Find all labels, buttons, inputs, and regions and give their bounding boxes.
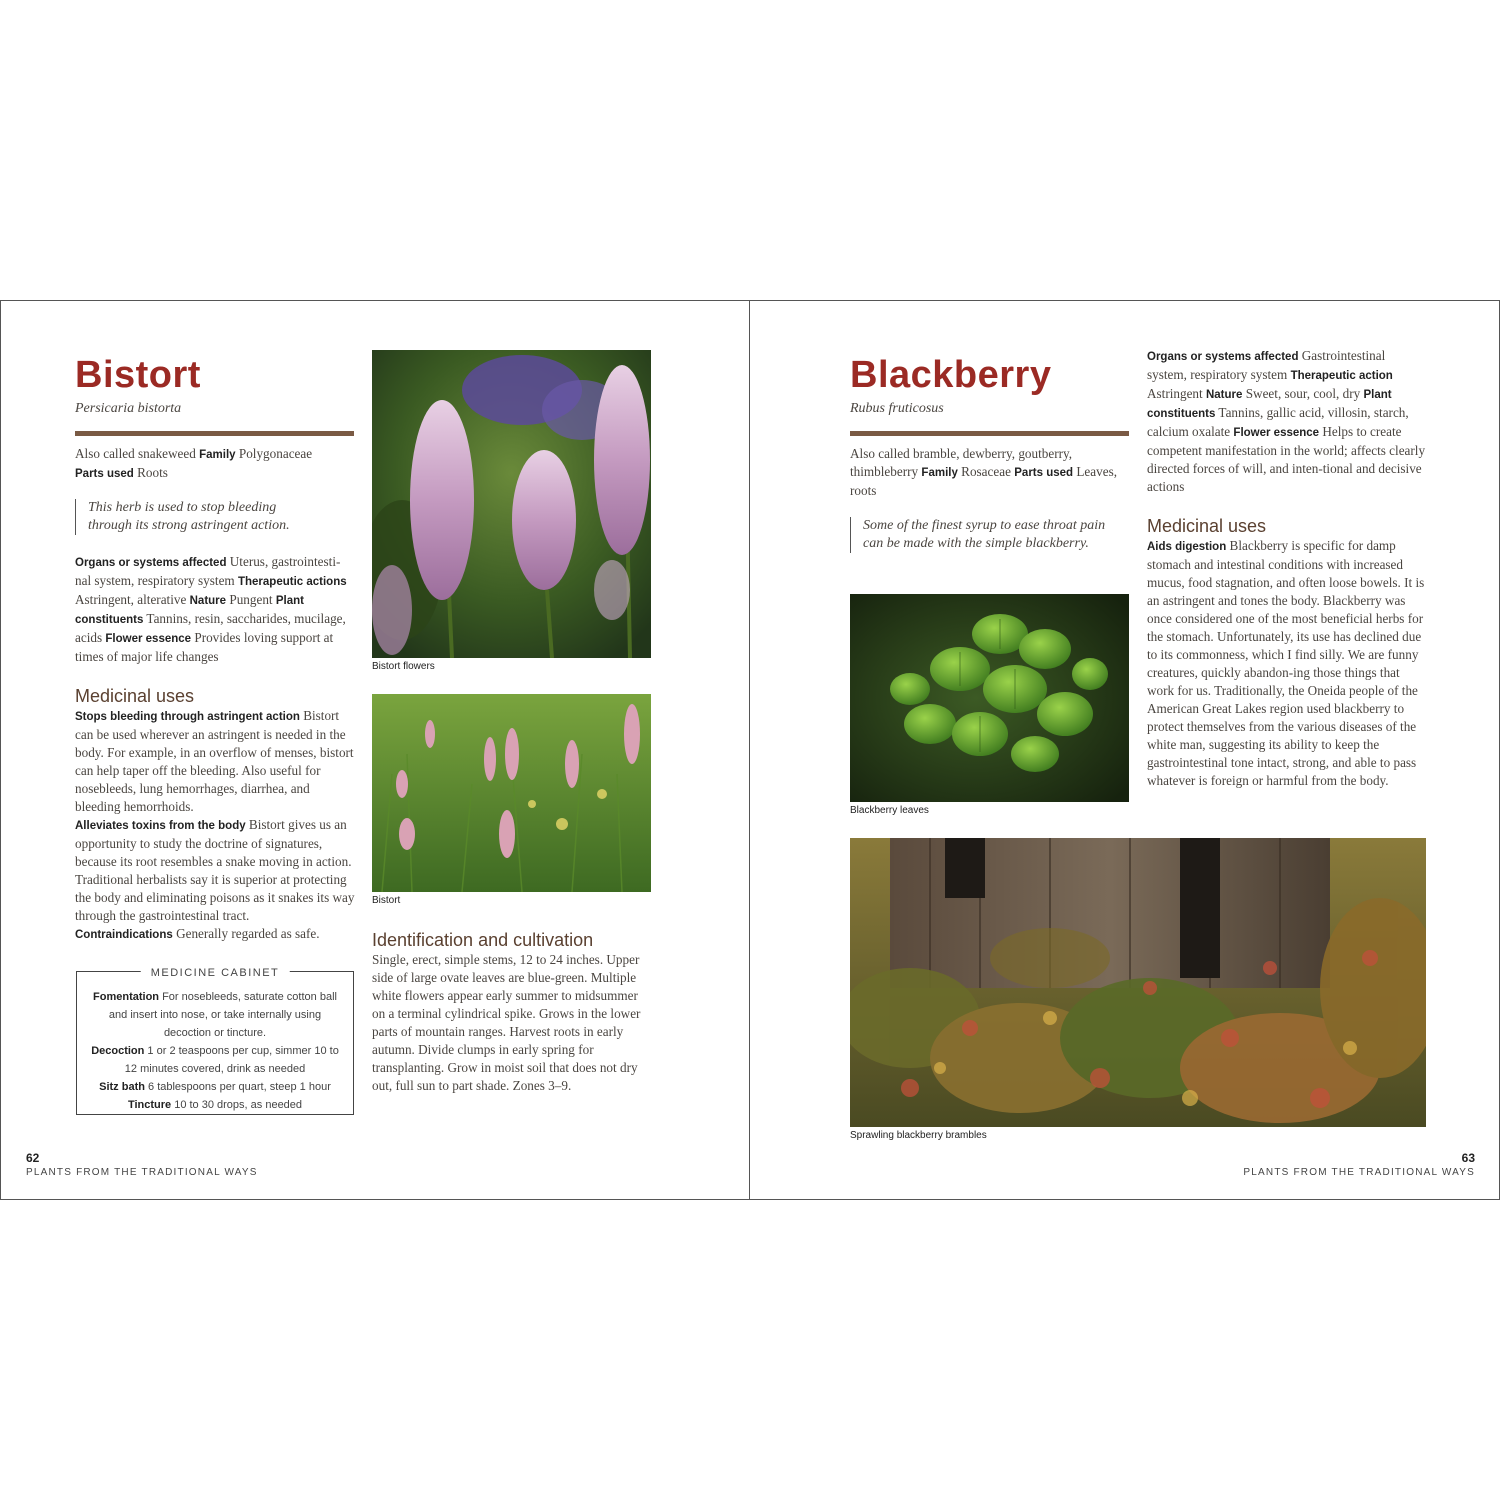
- bistort-flowers-photo: [372, 350, 651, 658]
- cabinet-item-label: Tincture: [127, 1099, 172, 1111]
- running-head: PLANTS FROM THE TRADITIONAL WAYS: [26, 1167, 258, 1178]
- medicinal-text: Stops bleeding through astringent action Bistort can be used wherever an astringent is needed in the body. For example, in an overflow of menses, bistort can help taper off the bleeding. Also useful for nosebleeds, lung hemorrhages, diarrhea, and bleeding hemorrhoids. Alleviates toxins from the body Bistort gives us an opportunity to study the doctrine of signatures, because its root resembles a snake moving in action. Traditional herbalists say it is superior at protecting the body and eliminating poisons as it snakes its way through the gastrointestinal tract. Contraindications Generally regarded as safe.: [75, 708, 355, 941]
- field-label: Flower essence: [105, 633, 192, 645]
- photo-caption: Bistort: [372, 895, 401, 906]
- latin-name: Rubus fruticosus: [850, 401, 944, 416]
- field-label: Plant constituents: [1147, 389, 1392, 420]
- field-label: Family: [199, 449, 236, 461]
- latin-name: Persicaria bistorta: [75, 401, 182, 416]
- cabinet-item: Tincture 10 to 30 drops, as needed: [127, 1099, 303, 1111]
- field-label: Therapeutic action: [1290, 370, 1393, 382]
- field-label: Aids digestion: [1147, 541, 1227, 553]
- field-label: Therapeutic actions: [237, 576, 347, 588]
- page-number: 62: [26, 1151, 40, 1165]
- left-page: [0, 300, 749, 1200]
- cabinet-item: Decoction 1 or 2 teaspoons per cup, simmer 10 to 12 minutes covered, drink as needed: [91, 1045, 339, 1075]
- cabinet-item: Fomentation For nosebleeds, saturate cotton ball and insert into nose, or take internally using decoction or tincture.: [93, 991, 337, 1039]
- cabinet-item-label: Fomentation: [93, 991, 160, 1003]
- cabinet-title: MEDICINE CABINET: [141, 964, 290, 982]
- medicine-cabinet: [76, 967, 354, 1115]
- pull-quote-line: This herb is used to stop bleeding: [88, 500, 277, 515]
- field-label: Flower essence: [1233, 427, 1320, 439]
- title-rule: [850, 431, 1129, 436]
- blackberry-brambles-photo: [850, 838, 1426, 1127]
- cabinet-item-label: Sitz bath: [99, 1081, 145, 1093]
- properties-text: Organs or systems affected Gastrointestinal system, respiratory system Therapeutic action Astringent Nature Sweet, sour, cool, dry Plant constituents Tannins, gallic acid, villosin, starch, calcium oxalate Flower essence Helps to create competent manifestation in the world; affects clearly directed forces of will, and inten-tional and decisive actions: [1147, 348, 1426, 494]
- photo-caption: Blackberry leaves: [850, 805, 929, 816]
- intro-text: Also called snakeweed Family Polygonaceae Parts used Roots: [75, 446, 313, 480]
- pull-quote-line: Some of the finest syrup to ease throat pain: [863, 518, 1106, 533]
- pull-quote-line: can be made with the simple blackberry.: [863, 536, 1089, 551]
- field-label: Organs or systems affected: [1147, 351, 1299, 363]
- cabinet-items: [85, 988, 345, 1114]
- page-title: Bistort: [75, 354, 201, 396]
- field-label: Organs or systems affected: [75, 557, 227, 569]
- photo-caption: Bistort flowers: [372, 661, 435, 672]
- right-page: [749, 300, 1500, 1200]
- pull-quote-line: through its strong astringent action.: [88, 518, 290, 533]
- page-title: Blackberry: [850, 354, 1052, 396]
- pull-quote: [75, 499, 356, 535]
- running-head: PLANTS FROM THE TRADITIONAL WAYS: [1243, 1167, 1475, 1178]
- pull-quote: [850, 517, 1135, 553]
- field-label: Alleviates toxins from the body: [75, 820, 246, 832]
- photo-caption: Sprawling blackberry brambles: [850, 1130, 987, 1141]
- book-spread: [0, 300, 1500, 1200]
- medicinal-text: Aids digestion Blackberry is specific for damp stomach and intestinal conditions with increased mucus, food stagnation, and often loose bowels. It is an astringent and tones the body. Blackberry was once considered one of the most beneficial herbs for the stomach. Unfortunately, its use has declined due to its commonness, which I find silly. We are funny creatures, quickly abandon-ing those things that work for us. Traditionally, the Oneida people of the American Great Lakes region used blackberry to protect themselves from the various diseases of the white man, suggesting its ability to keep the gastrointestinal tone intact, strong, and able to pass whatever is foreign or harmful from the body.: [1147, 538, 1425, 788]
- field-label: Nature: [1205, 389, 1243, 401]
- blackberry-leaves-photo: [850, 594, 1129, 802]
- field-label: Nature: [189, 595, 227, 607]
- properties-text: Organs or systems affected Uterus, gastrointesti-nal system, respiratory system Therapeutic actions Astringent, alterative Nature Pungent Plant constituents Tannins, resin, saccharides, mucilage, acids Flower essence Provides loving support at times of major life changes: [75, 554, 347, 664]
- intro-text: Also called bramble, dewberry, goutberry, thimbleberry Family Rosaceae Parts used Leaves, roots: [850, 446, 1117, 498]
- identification-heading: Identification and cultivation: [372, 930, 594, 950]
- identification-text: Single, erect, simple stems, 12 to 24 inches. Upper side of large ovate leaves are blue-green. Multiple white flowers appear early summer to midsummer on a terminal cylindrical spike. Grows in the lower parts of mountain ranges. Harvest roots in early autumn. Divide clumps in early spring for transplanting. Grow in moist soil that does not dry out, full sun to part shade. Zones 3–9.: [372, 952, 641, 1093]
- title-rule: [75, 431, 354, 436]
- page-number: 63: [1461, 1151, 1475, 1165]
- field-label: Stops bleeding through astringent action: [75, 711, 300, 723]
- cabinet-item: Sitz bath 6 tablespoons per quart, steep 1 hour: [99, 1081, 331, 1093]
- medicinal-heading: Medicinal uses: [1147, 516, 1267, 536]
- field-label: Parts used: [1014, 467, 1074, 479]
- field-label: Plant constituents: [75, 595, 305, 626]
- field-label: Parts used: [75, 468, 134, 480]
- field-label: Family: [921, 467, 958, 479]
- field-label: Contraindications: [75, 929, 173, 941]
- cabinet-item-label: Decoction: [91, 1045, 145, 1057]
- bistort-meadow-photo: [372, 694, 651, 892]
- medicinal-heading: Medicinal uses: [75, 686, 195, 706]
